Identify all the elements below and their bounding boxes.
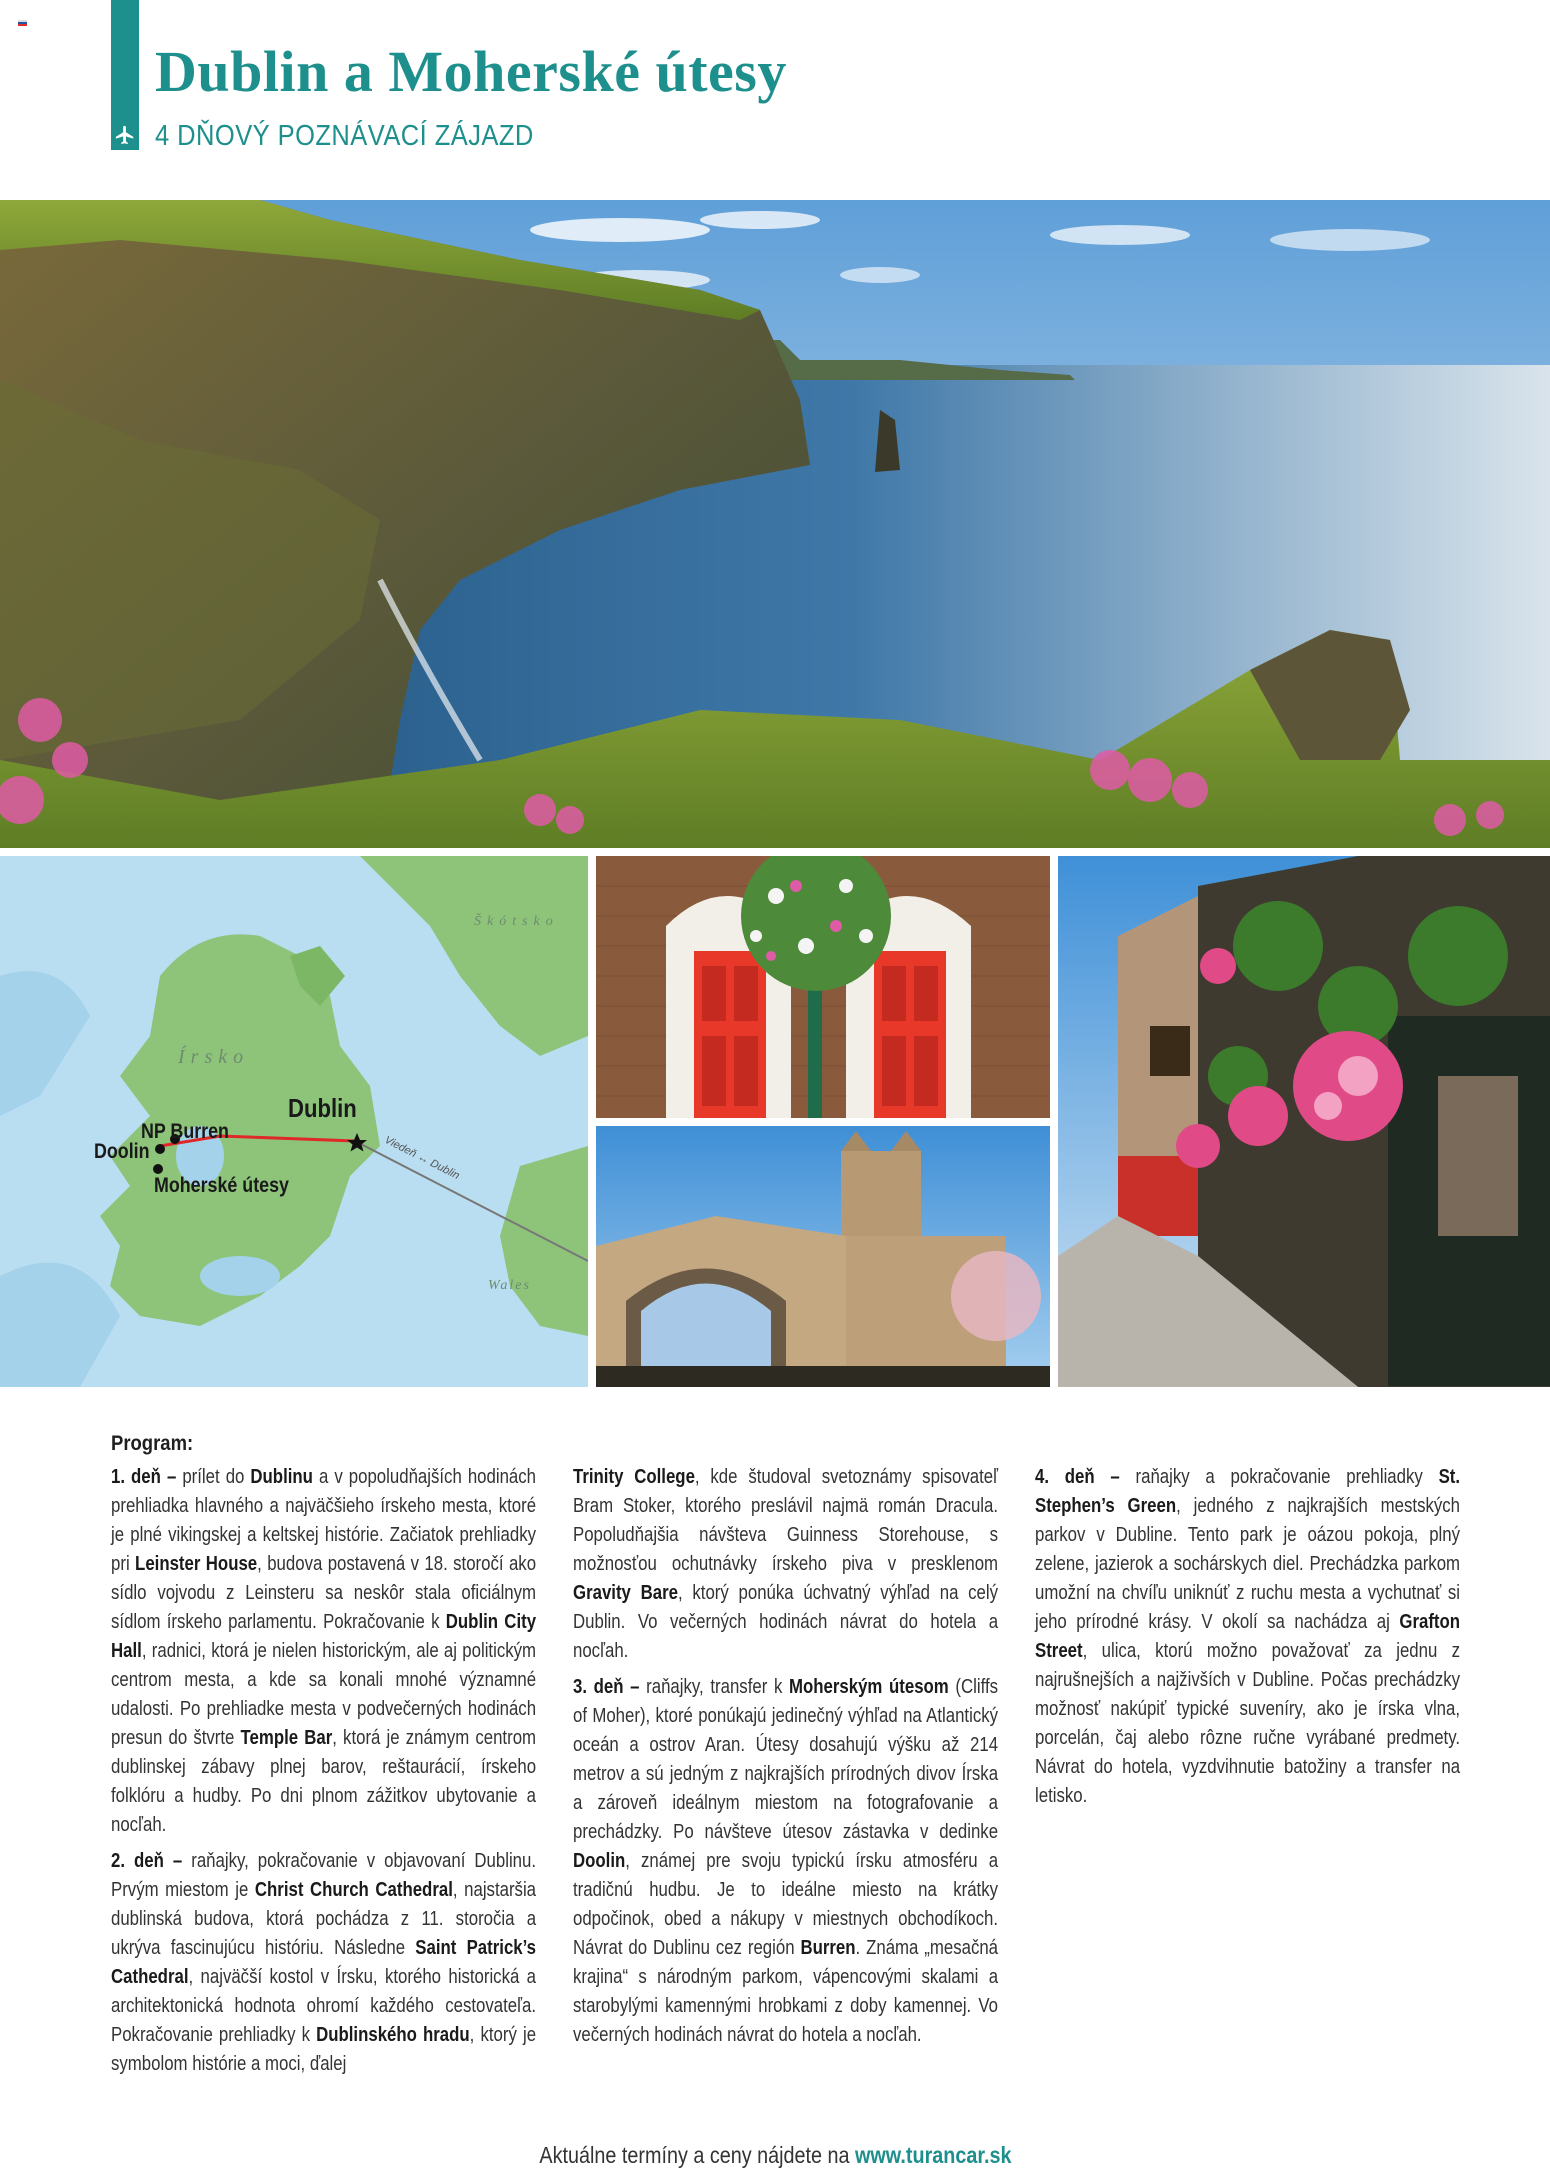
program-column-3: [1035, 1463, 1460, 1818]
map-label-wales: Wales: [488, 1278, 531, 1293]
footer-text: Aktuálne termíny a ceny nájdete na: [538, 2142, 855, 2168]
day-3-paragraph: 3. deň – raňajky, transfer k Moherským útesom (Cliffs of Moher), ktoré ponúkajú jedinečný výhľad na Atlantický oceán a ostrov Aran. Útesy dosahujú výšku až 214 metrov a sú jedným z najkrajších prírodných divov Írska a zároveň ideálnym miestom na fotografovanie a prechádzky. Po návšteve útesov zástavka v dedinke Doolin, známej pre svoju typickú írsku atmosféru a tradičnú hudbu. Je to ideálne miesto na krátky odpočinok, obed a nákupy v miestnych obchodíkoch. Návrat do Dublinu cez región Burren. Známa „mesačná krajina“ s národným parkom, vápencovými skalami a starobylými kamennými hrobkami z doby kamennej. Vo večerných hodinách návrat do hotela a nocľah.: [573, 1676, 999, 2046]
map-label-cliffs-of-moher: Moherské útesy: [154, 1174, 289, 1197]
program-heading: Program:: [111, 1432, 194, 1455]
map-label-np-burren: NP Burren: [141, 1120, 229, 1143]
slovak-flag-icon: [18, 20, 27, 26]
map-label-scotland: Škótsko: [474, 914, 559, 929]
christ-church-cathedral-photo: [596, 1126, 1050, 1387]
program-column-1: [111, 1463, 536, 2086]
ireland-route-map: [0, 856, 588, 1387]
day-1-paragraph: 1. deň – prílet do Dublinu a v popoludňajších hodinách prehliadka hlavného a najväčšieho írskeho mesta, ktoré je plné vikingskej a keltskej histórie. Začiatok prehliadky pri Leinster House, budova postavená v 18. storočí ako sídlo vojvodu z Leinsteru sa neskôr stala oficiálnym sídlom írskeho parlamentu. Pokračovanie k Dublin City Hall, radnici, ktorá je nielen historickým, ale aj politickým centrom mesta, a kde sa konali mnohé významné udalosti. Po prehliadke mesta v podvečerných hodinách presun do štvrte Temple Bar, ktorá je známym centrom dublinskej zábavy plnej barov, reštaurácií, írskeho folklóru a hudby. Po dni plnom zážitkov ubytovanie a nocľah.: [111, 1466, 537, 1836]
day-4-paragraph: 4. deň – raňajky a pokračovanie prehliadky St. Stephen’s Green, jedného z najkrajších mestských parkov v Dubline. Tento park je oázou pokoja, plný zelene, jazierok a sochárskych diel. Prechádzka parkom umožní na chvíľu uniknúť z ruchu mesta a vychutnať si jeho prírodné krásy. V okolí sa nachádza aj Grafton Street, ulica, ktorú možno považovať za jednu z najrušnejších a najživších v Dubline. Počas prechádzky možnosť nakúpiť typické suveníry, ako je írska vlna, porcelán, čaj alebo rôzne ručne vyrábané predmety. Návrat do hotela, vyzdvihnutie batožiny a transfer na letisko.: [1035, 1466, 1461, 1807]
temple-bar-street-photo: [1058, 856, 1550, 1387]
georgian-doors-photo: [596, 856, 1050, 1118]
map-label-ireland: Írsko: [178, 1046, 250, 1068]
day-2-continued-paragraph: Trinity College, kde študoval svetoznámy spisovateľ Bram Stoker, ktorého preslávil najmä román Dracula. Popoludňajšia návšteva Guinness Storehouse, s možnosťou ochutnávky írskeho piva v presklenom Gravity Bare, ktorý ponúka úchvatný výhľad na celý Dublin. Vo večerných hodinách návrat do hotela a nocľah.: [573, 1466, 999, 1662]
page-title: Dublin a Moherské útesy: [155, 39, 787, 104]
page-subtitle: 4 DŇOVÝ POZNÁVACÍ ZÁJAZD: [155, 120, 534, 152]
program-column-2: [573, 1463, 998, 2057]
map-route-label: Viedeň ↔ Dublin: [382, 1134, 462, 1183]
cliffs-of-moher-photo: [0, 200, 1550, 848]
day-2-paragraph: 2. deň – raňajky, pokračovanie v objavovaní Dublinu. Prvým miestom je Christ Church Cathedral, najstaršia dublinská budova, ktorá pochádza z 11. storočia a ukrýva fascinujúcu históriu. Následne Saint Patrick’s Cathedral, najväčší kostol v Írsku, ktorého historická a architektonická hodnota ohromí každého cestovateľa. Pokračovanie prehliadky k Dublinského hradu, ktorý je symbolom histórie a moci, ďalej: [111, 1850, 537, 2075]
map-label-dublin: Dublin: [288, 1093, 357, 1123]
footer: [0, 2142, 1550, 2169]
map-label-doolin: Doolin: [94, 1140, 150, 1163]
website-link[interactable]: www.turancar.sk: [854, 2142, 1012, 2168]
airplane-icon: [111, 120, 139, 150]
